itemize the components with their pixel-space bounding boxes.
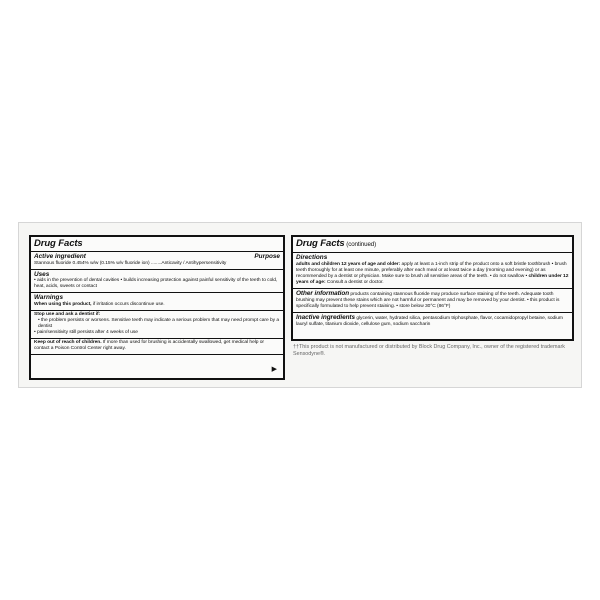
inactive-ingredients-body: glycerin, water, hydrated silica, pentasodium triphosphate, flavor, cocamidopropyl betaine, sodium lauryl sulfate, titanium dioxide, cellulose gum, sodium saccharin (296, 316, 563, 328)
other-information-body: products containing stannous fluoride may produce surface staining of the teeth. Adequate tooth brushing may prevent these stains which are not harmful or permanent and may be removed by your dentist. • this product is specifically formulated to help prevent staining. • store below 30°C (86°F) (296, 291, 560, 310)
drug-facts-continued-title (296, 238, 569, 250)
drug-facts-title-right: Drug Facts (296, 238, 345, 249)
directions-children-bold: children under 12 years of age: (296, 273, 569, 285)
directions-adults-body: apply at least a 1-inch strip of the product onto a soft bristle toothbrush • brush teeth thoroughly for at least one minute, preferably after each meal or at least twice a day (morning and evening) or as recommended by a dentist or physician. Make sure to brush all sensitive areas of the teeth. • do not swallow • (296, 261, 567, 279)
directions-section (293, 253, 572, 289)
other-information-text (296, 290, 569, 310)
drug-facts-title: Drug Facts (34, 238, 83, 249)
keep-out-section (31, 339, 283, 355)
when-using-body: if irritation occurs discontinue use. (91, 301, 165, 307)
drug-facts-panel-left (29, 235, 285, 380)
keep-out-bold: Keep out of reach of children. (34, 340, 102, 346)
uses-section (31, 270, 283, 294)
continue-arrow-icon: ▶ (271, 366, 277, 373)
warnings-heading: Warnings (34, 294, 63, 302)
directions-children-body: Consult a dentist or doctor. (325, 279, 384, 285)
drug-facts-title-section (31, 237, 283, 252)
active-ingredient-heading: Active ingredient (34, 253, 86, 260)
other-information-section (293, 289, 572, 313)
active-ingredient-section (31, 252, 283, 270)
continued-label: (continued) (344, 241, 377, 248)
keep-out-text (34, 340, 280, 352)
purpose-heading: Purpose (254, 253, 280, 260)
stop-use-section (31, 311, 283, 339)
directions-adults-bold: adults and children 12 years of age and older: (296, 261, 401, 267)
stop-use-heading: Stop use and ask a dentist if: (34, 311, 101, 317)
directions-text (296, 262, 569, 286)
warnings-section (31, 293, 283, 311)
stop-use-item: • pain/sensitivity still persists after 4 weeks of use (34, 330, 138, 336)
when-using-text (34, 302, 280, 308)
other-information-heading: Other information (296, 289, 350, 297)
directions-heading: Directions (296, 254, 328, 261)
uses-text: • aids in the prevention of dental cavities • builds increasing protection against painful sensitivity of the teeth to cold, heat, acids, sweets or contact (34, 278, 278, 290)
drug-facts-continued-title-section (293, 237, 572, 253)
inactive-ingredients-section (293, 313, 572, 330)
keep-out-body: If more than used for brushing is accidentally swallowed, get medical help or contact a Poison Control Center right away. (34, 340, 264, 352)
drug-facts-label (18, 222, 582, 388)
trademark-footnote: ††This product is not manufactured or distributed by Block Drug Company, Inc., owner of the registered trademark Sensodyne®. (293, 344, 565, 357)
inactive-ingredients-heading: Inactive ingredients (296, 314, 356, 322)
stop-use-item: • the problem persists or worsens. Sensitive teeth may indicate a serious problem that may need prompt care by a dentist (38, 317, 280, 330)
inactive-ingredients-text (296, 314, 569, 328)
uses-heading: Uses (34, 270, 50, 278)
drug-facts-panel-right (291, 235, 574, 341)
active-ingredient-line: Stannous fluoride 0.454% w/w (0.15% w/v fluoride ion) ........Anticavity / Antihypersensitivity (34, 260, 227, 266)
when-using-bold: When using this product, (34, 301, 92, 307)
